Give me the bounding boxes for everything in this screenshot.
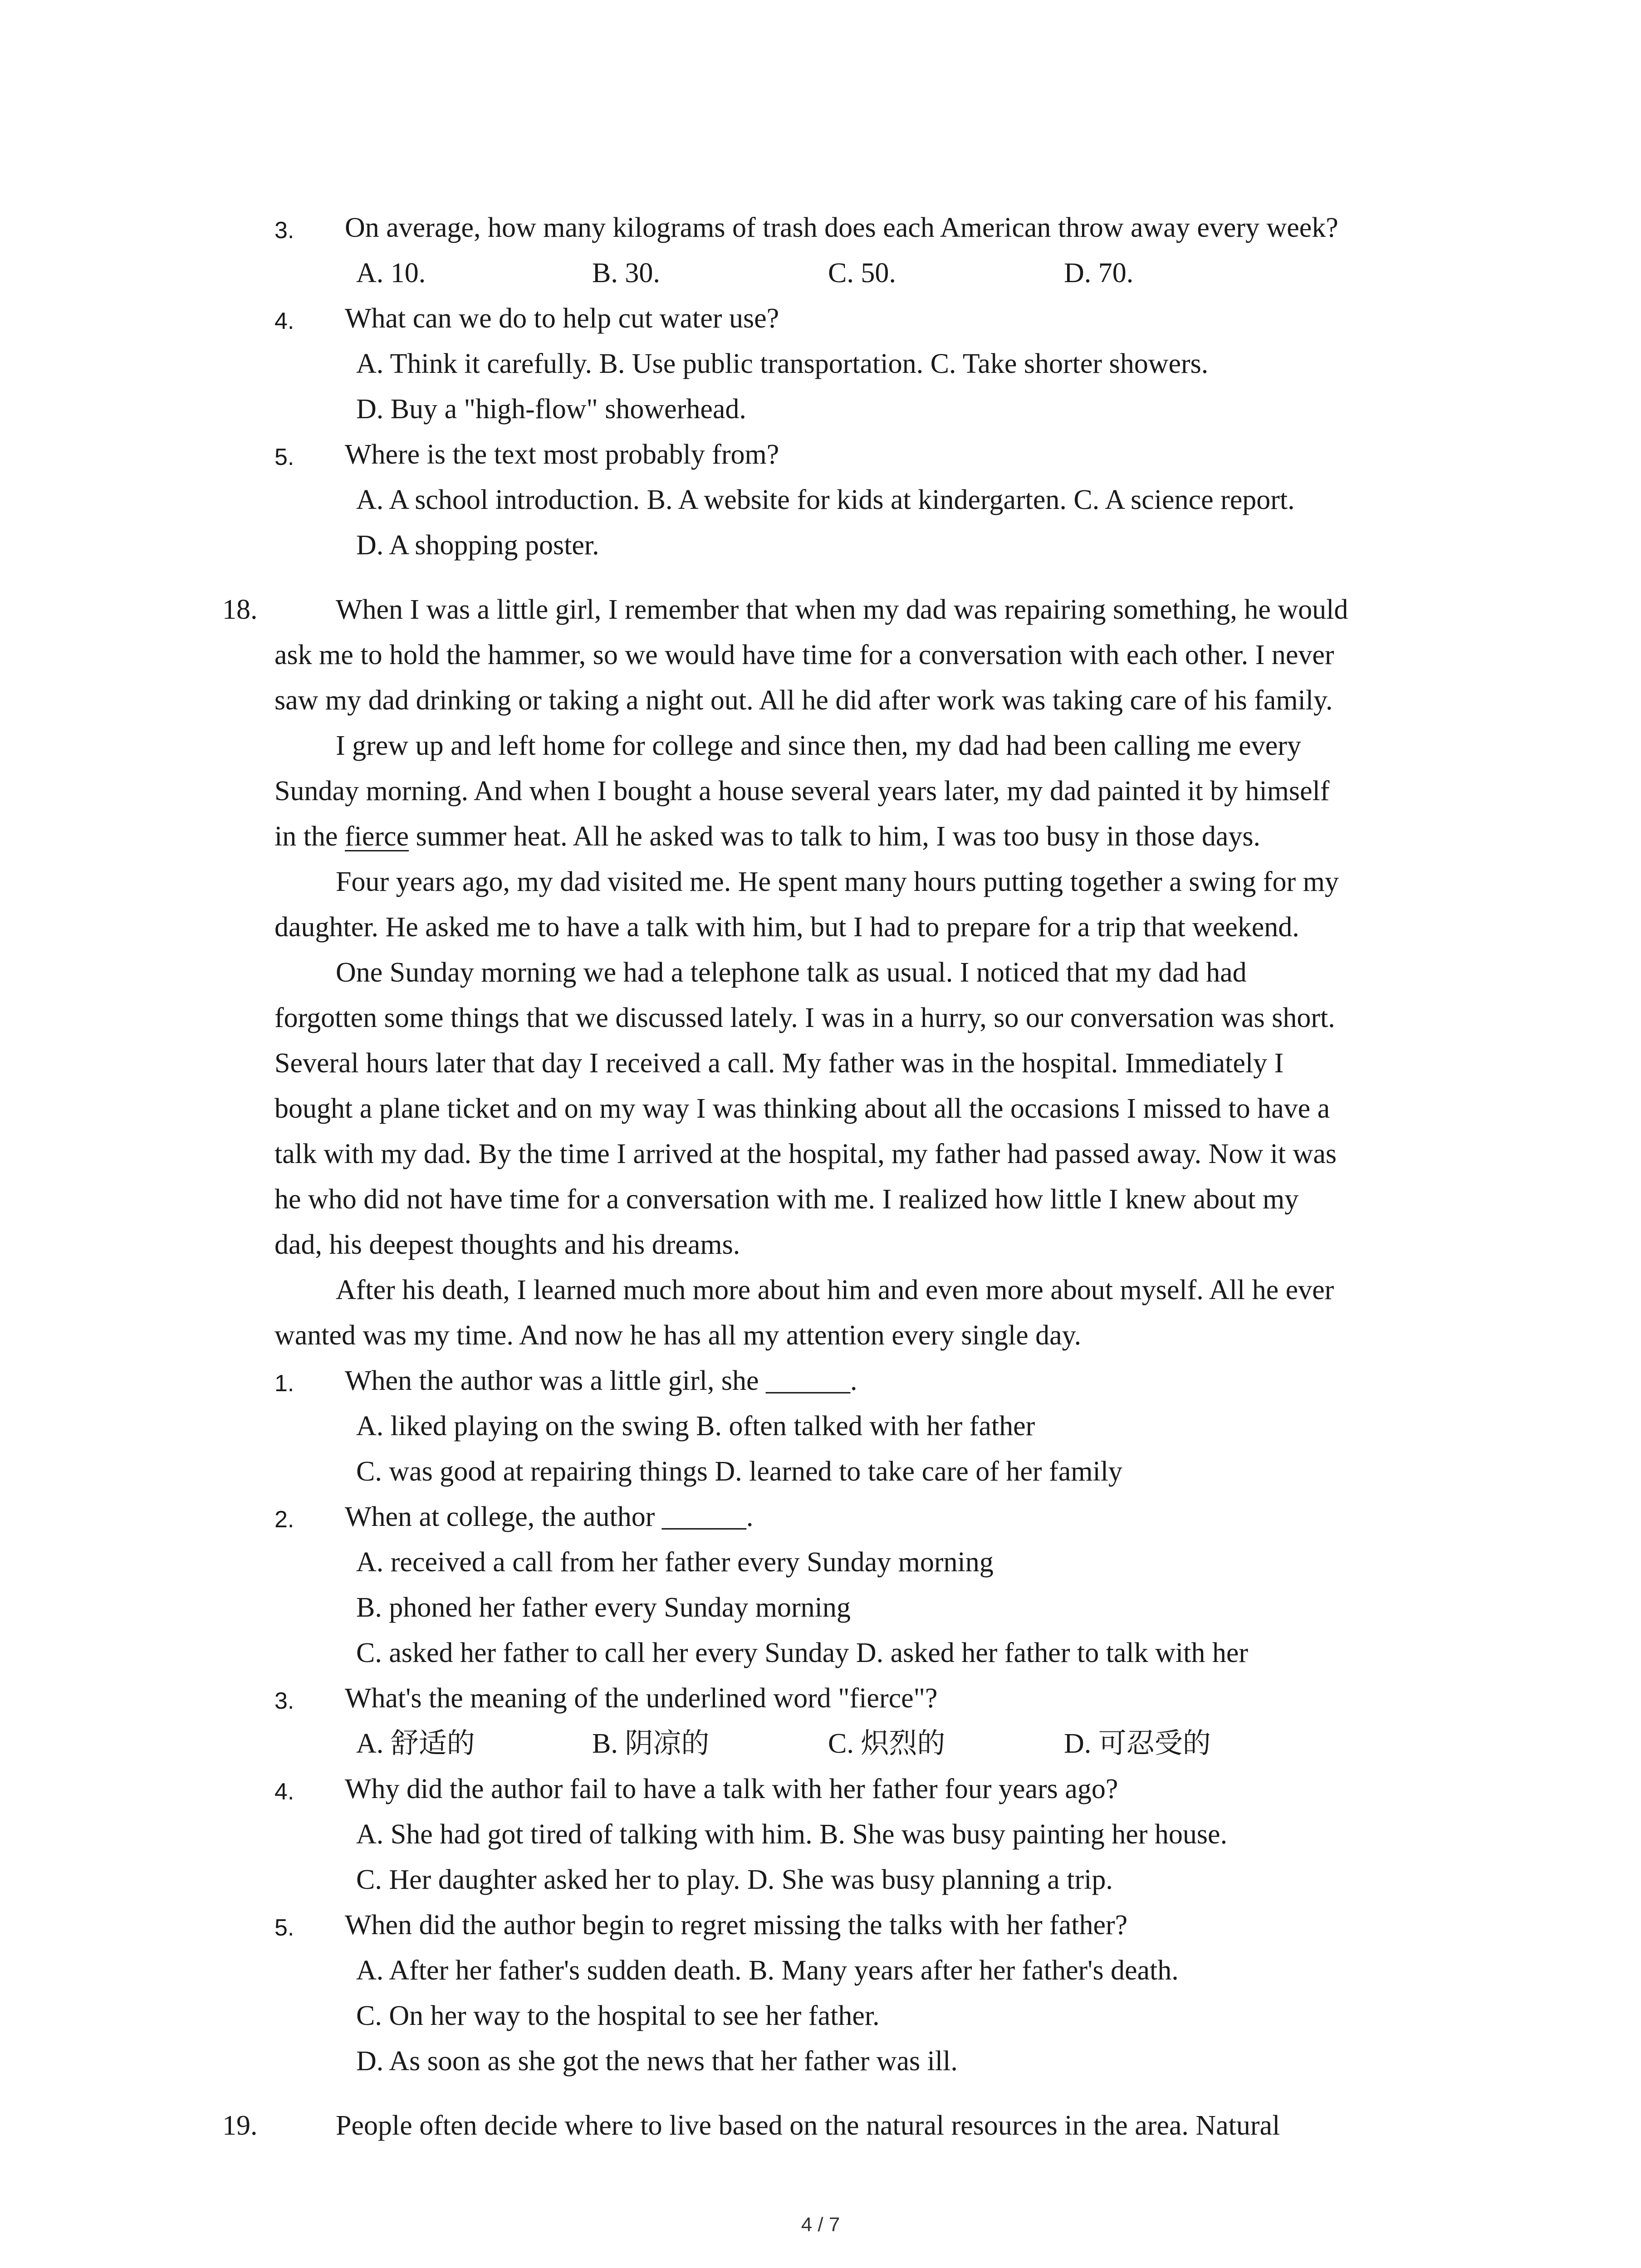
answer-option: A. 10. — [356, 258, 426, 288]
page-number: 4 / 7 — [801, 2214, 840, 2236]
answer-option: C. 炽烈的 — [828, 1728, 945, 1759]
question-stem: When the author was a little girl, she ______. — [345, 1365, 857, 1396]
passage-line: saw my dad drinking or taking a night out. All he did after work was taking care of his family. — [274, 685, 1333, 716]
question-stem: What can we do to help cut water use? — [345, 303, 779, 334]
passage-line: bought a plane ticket and on my way I was thinking about all the occasions I missed to have a — [274, 1093, 1330, 1124]
question-number: 2. — [274, 1506, 294, 1533]
answer-option: A. Think it carefully. B. Use public transportation. C. Take shorter showers. — [356, 348, 1209, 379]
answer-option: B. 30. — [592, 258, 660, 288]
answer-option: D. As soon as she got the news that her father was ill. — [356, 2046, 958, 2077]
passage-line: he who did not have time for a conversation with me. I realized how little I knew about my — [274, 1184, 1299, 1215]
answer-option: B. 阴凉的 — [592, 1728, 710, 1759]
answer-option: A. She had got tired of talking with him. B. She was busy painting her house. — [356, 1819, 1228, 1850]
underlined-word: fierce — [344, 821, 409, 852]
answer-option: A. A school introduction. B. A website for kids at kindergarten. C. A science report. — [356, 484, 1295, 515]
passage-text: summer heat. All he asked was to talk to him, I was too busy in those days. — [409, 821, 1261, 852]
question-number: 5. — [274, 444, 294, 470]
passage-line — [274, 818, 1260, 855]
answer-option: D. 70. — [1064, 258, 1134, 288]
answer-option: A. liked playing on the swing B. often talked with her father — [356, 1411, 1035, 1442]
answer-option: D. 可忍受的 — [1064, 1728, 1211, 1759]
passage-line: After his death, I learned much more about him and even more about myself. All he ever — [336, 1275, 1334, 1305]
question-number: 5. — [274, 1915, 294, 1941]
answer-option: A. After her father's sudden death. B. Many years after her father's death. — [356, 1955, 1179, 1986]
question-number: 1. — [274, 1370, 294, 1397]
answer-option: C. 50. — [828, 258, 896, 288]
answer-option: C. asked her father to call her every Sunday D. asked her father to talk with her — [356, 1637, 1249, 1668]
passage-line: People often decide where to live based on the natural resources in the area. Natural — [336, 2110, 1280, 2141]
question-stem: When did the author begin to regret missing the talks with her father? — [345, 1910, 1128, 1941]
answer-option: B. phoned her father every Sunday morning — [356, 1592, 851, 1623]
answer-option: D. Buy a "high-flow" showerhead. — [356, 394, 746, 425]
question-number: 3. — [274, 1688, 294, 1714]
answer-option: D. A shopping poster. — [356, 530, 599, 561]
passage-line: talk with my dad. By the time I arrived at the hospital, my father had passed away. Now it was — [274, 1139, 1337, 1169]
passage-line: dad, his deepest thoughts and his dreams. — [274, 1229, 740, 1260]
answer-option: A. received a call from her father every Sunday morning — [356, 1547, 994, 1578]
passage-line: I grew up and left home for college and since then, my dad had been calling me every — [336, 730, 1301, 761]
answer-option: C. Her daughter asked her to play. D. She was busy planning a trip. — [356, 1864, 1113, 1895]
question-stem: When at college, the author ______. — [345, 1501, 754, 1532]
question-stem: On average, how many kilograms of trash does each American throw away every week? — [345, 212, 1338, 243]
answer-option: C. was good at repairing things D. learned to take care of her family — [356, 1456, 1122, 1487]
passage-line: Sunday morning. And when I bought a house several years later, my dad painted it by himself — [274, 776, 1330, 807]
passage-line: ask me to hold the hammer, so we would have time for a conversation with each other. I never — [274, 640, 1334, 670]
question-stem: Why did the author fail to have a talk with her father four years ago? — [345, 1774, 1118, 1804]
passage-line: Several hours later that day I received a call. My father was in the hospital. Immediately I — [274, 1048, 1284, 1079]
answer-option: A. 舒适的 — [356, 1728, 475, 1759]
passage-line: daughter. He asked me to have a talk with him, but I had to prepare for a trip that weekend. — [274, 912, 1299, 943]
section-number: 19. — [222, 2110, 258, 2141]
section-number: 18. — [222, 594, 258, 625]
question-number: 4. — [274, 1779, 294, 1805]
question-number: 4. — [274, 308, 294, 334]
question-stem: What's the meaning of the underlined word "fierce"? — [345, 1683, 938, 1714]
passage-line: wanted was my time. And now he has all my attention every single day. — [274, 1320, 1082, 1351]
question-number: 3. — [274, 217, 294, 244]
passage-line: When I was a little girl, I remember that when my dad was repairing something, he would — [336, 594, 1348, 625]
passage-text: in the — [274, 821, 345, 852]
question-stem: Where is the text most probably from? — [345, 439, 779, 470]
passage-line: Four years ago, my dad visited me. He spent many hours putting together a swing for my — [336, 866, 1339, 897]
passage-line: One Sunday morning we had a telephone talk as usual. I noticed that my dad had — [336, 957, 1247, 988]
answer-option: C. On her way to the hospital to see her father. — [356, 2000, 880, 2031]
passage-line: forgotten some things that we discussed lately. I was in a hurry, so our conversation was short. — [274, 1002, 1335, 1033]
